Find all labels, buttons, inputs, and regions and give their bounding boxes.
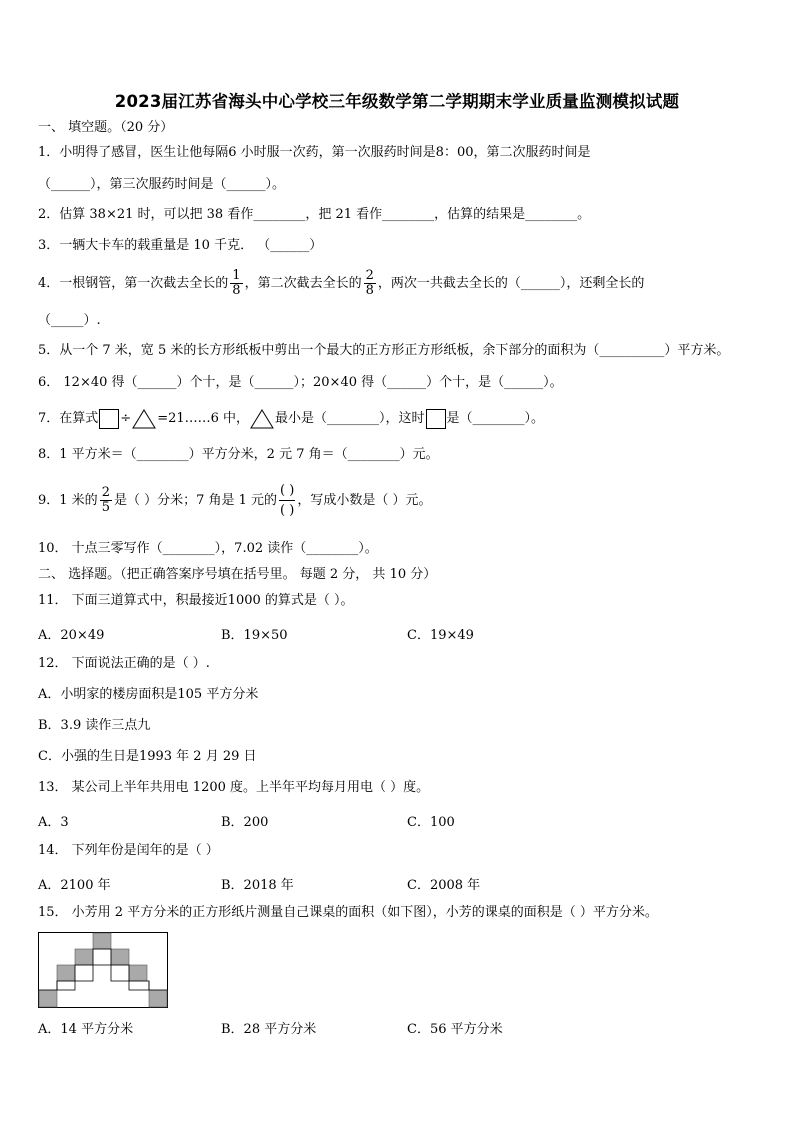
q9-text-mid: 是（ ）分米；7 角是 1 元的 <box>113 493 278 508</box>
gray-tile <box>129 965 147 981</box>
page-title: 2023届江苏省海头中心学校三年级数学第二学期期末学业质量监测模拟试题 <box>114 92 680 111</box>
question-5: 5．从一个 7 米，宽 5 米的长方形纸板中剪出一个最大的正方形正方形纸板，余下部分的面积为（__________）平方米。 <box>38 343 730 358</box>
q15-option-c: C．56 平方分米 <box>407 1022 503 1037</box>
q12-option-a: A．小明家的楼房面积是105 平方分米 <box>38 687 259 702</box>
q11-option-b: B．19×50 <box>221 628 288 643</box>
q9-fraction-numerator: 2 <box>101 485 110 500</box>
q4-fraction-1-numerator: 1 <box>232 268 241 283</box>
square-blank-icon <box>426 409 446 429</box>
question-8: 8．1 平方米＝（________）平方分米，2 元 7 角＝（________）元。 <box>38 447 439 462</box>
q11-option-a: A．20×49 <box>38 628 105 643</box>
q7-text-pre: 7．在算式 <box>38 411 99 426</box>
question-15: 15． 小芳用 2 平方分米的正方形纸片测量自己课桌的面积（如下图），小芳的课桌的面积是（ ）平方分米。 <box>38 905 658 920</box>
q7-text-mid1: =21……6 中， <box>157 411 250 426</box>
q15-option-b: B．28 平方分米 <box>221 1022 317 1037</box>
q11-option-c: C．19×49 <box>407 628 474 643</box>
question-1-line-2: （______），第三次服药时间是（______）。 <box>38 177 286 192</box>
question-4-line-2: （_____）. <box>38 313 101 328</box>
q4-fraction-1 <box>230 269 242 298</box>
question-12: 12． 下面说法正确的是（ ）. <box>38 656 210 671</box>
question-3: 3．一辆大卡车的载重量是 10 千克． （______） <box>38 238 323 253</box>
gray-tile <box>39 990 57 1007</box>
q7-text-post: 是（________）。 <box>446 411 545 426</box>
q12-option-b: B．3.9 读作三点九 <box>38 718 151 733</box>
square-blank-icon <box>99 409 119 429</box>
question-9 <box>38 480 431 522</box>
q9-fraction-denominator: 5 <box>101 500 110 515</box>
question-2: 2．估算 38×21 时，可以把 38 看作________，把 21 看作________，估算的结果是________。 <box>38 207 591 222</box>
q14-option-b: B．2018 年 <box>221 878 294 893</box>
q4-text-post: ，两次一共截去全长的（______），还剩全长的 <box>377 276 645 291</box>
q9-blank-fraction <box>279 481 295 520</box>
q4-fraction-1-denominator: 8 <box>232 283 241 298</box>
q9-blank-fraction-numerator: ( ) <box>279 481 295 501</box>
question-1-line-1: 1．小明得了感冒，医生让他每隔6 小时服一次药，第一次服药时间是8：00，第二次服药时间是 <box>38 145 591 160</box>
section-heading-multiple-choice: 二、 选择题。（把正确答案序号填在括号里。 每题 2 分， 共 10 分） <box>38 567 437 582</box>
question-13: 13． 某公司上半年共用电 1200 度。上半年平均每月用电（ ）度。 <box>38 780 430 795</box>
q9-text-post: ，写成小数是（ ）元。 <box>297 493 432 508</box>
question-4-line-1 <box>38 266 644 302</box>
q9-blank-fraction-denominator: ( ) <box>280 503 295 518</box>
q14-option-c: C．2008 年 <box>407 878 481 893</box>
desk-tiles-figure <box>38 932 168 1008</box>
gray-tile <box>111 949 129 965</box>
q15-option-a: A．14 平方分米 <box>38 1022 134 1037</box>
gray-tile <box>75 949 93 965</box>
gray-tile <box>93 933 111 949</box>
question-11: 11． 下面三道算式中，积最接近1000 的算式是（ ）。 <box>38 593 354 608</box>
q7-operator: ÷ <box>120 411 132 426</box>
q9-fraction <box>100 486 112 515</box>
q12-option-c: C．小强的生日是1993 年 2 月 29 日 <box>38 749 257 764</box>
q4-text-mid: ，第二次截去全长的 <box>244 276 362 291</box>
q13-option-c: C．100 <box>407 815 455 830</box>
q4-fraction-2-numerator: 2 <box>365 268 374 283</box>
triangle-blank-icon <box>132 409 156 429</box>
q4-fraction-2-denominator: 8 <box>365 283 374 298</box>
question-14: 14． 下列年份是闰年的是（ ） <box>38 843 219 858</box>
gray-tile <box>57 965 75 981</box>
question-7 <box>38 406 544 432</box>
triangle-blank-icon <box>250 409 274 429</box>
q14-option-a: A．2100 年 <box>38 878 111 893</box>
q4-text-pre: 4．一根钢管，第一次截去全长的 <box>38 276 229 291</box>
q9-text-pre: 9．1 米的 <box>38 493 98 508</box>
question-6: 6． 12×40 得（______）个十，是（______）；20×40 得（______）个十，是（______）。 <box>38 375 563 390</box>
question-10: 10． 十点三零写作（________），7.02 读作（________）。 <box>38 541 378 556</box>
section-heading-fill-blank: 一、 填空题。（20 分） <box>38 120 174 135</box>
gray-tile <box>149 990 167 1007</box>
q7-text-mid2: 最小是（________），这时 <box>275 411 425 426</box>
q4-fraction-2 <box>364 269 376 298</box>
q13-option-a: A．3 <box>38 815 69 830</box>
q13-option-b: B．200 <box>221 815 269 830</box>
